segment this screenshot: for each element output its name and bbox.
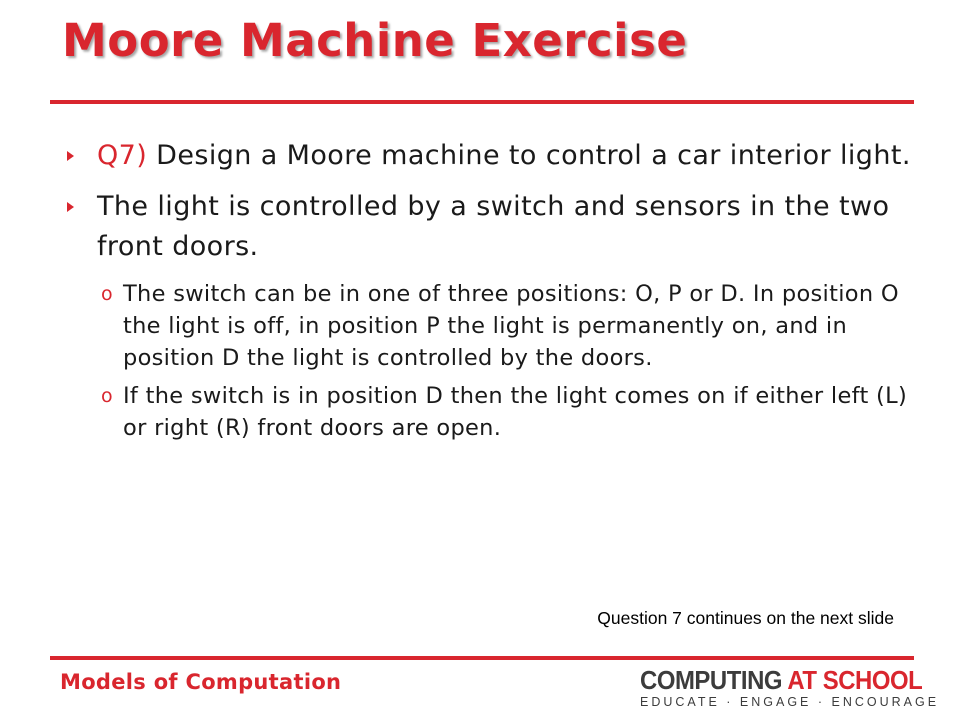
title-divider (50, 100, 914, 104)
footer-divider (50, 656, 914, 660)
sub-bullet-item (67, 278, 927, 374)
logo-wordmark (640, 665, 923, 695)
sub-bullet-item (67, 380, 927, 444)
sub-bullet-text: If the switch is in position D then the light comes on if either left (L) or right (R) front doors are open. (123, 383, 908, 441)
question-label: Q7) (97, 140, 148, 171)
sub-bullet-marker: o (101, 283, 113, 305)
continuation-note: Question 7 continues on the next slide (597, 608, 894, 628)
bullet-arrow-icon (67, 151, 74, 161)
sub-bullet-text: The switch can be in one of three positions: O, P or D. In position O the light is off, in position P the light is permanently on, and in position D the light is controlled by the doors. (123, 281, 899, 371)
sub-bullet-marker: o (101, 385, 113, 407)
bullet-item (67, 187, 927, 267)
logo-word-computing: COMPUTING (640, 665, 783, 695)
logo-word-at-school: AT SCHOOL (787, 665, 923, 695)
bullet-text: The light is controlled by a switch and sensors in the two front doors. (97, 191, 890, 262)
course-name: Models of Computation (60, 670, 342, 694)
slide-title: Moore Machine Exercise (62, 14, 688, 67)
bullet-arrow-icon (67, 202, 74, 212)
computing-at-school-logo (640, 665, 940, 714)
logo-tagline: EDUCATE · ENGAGE · ENCOURAGE (640, 695, 940, 709)
bullet-text: Design a Moore machine to control a car interior light. (147, 140, 911, 171)
slide-content (67, 136, 927, 450)
bullet-item (67, 136, 927, 176)
